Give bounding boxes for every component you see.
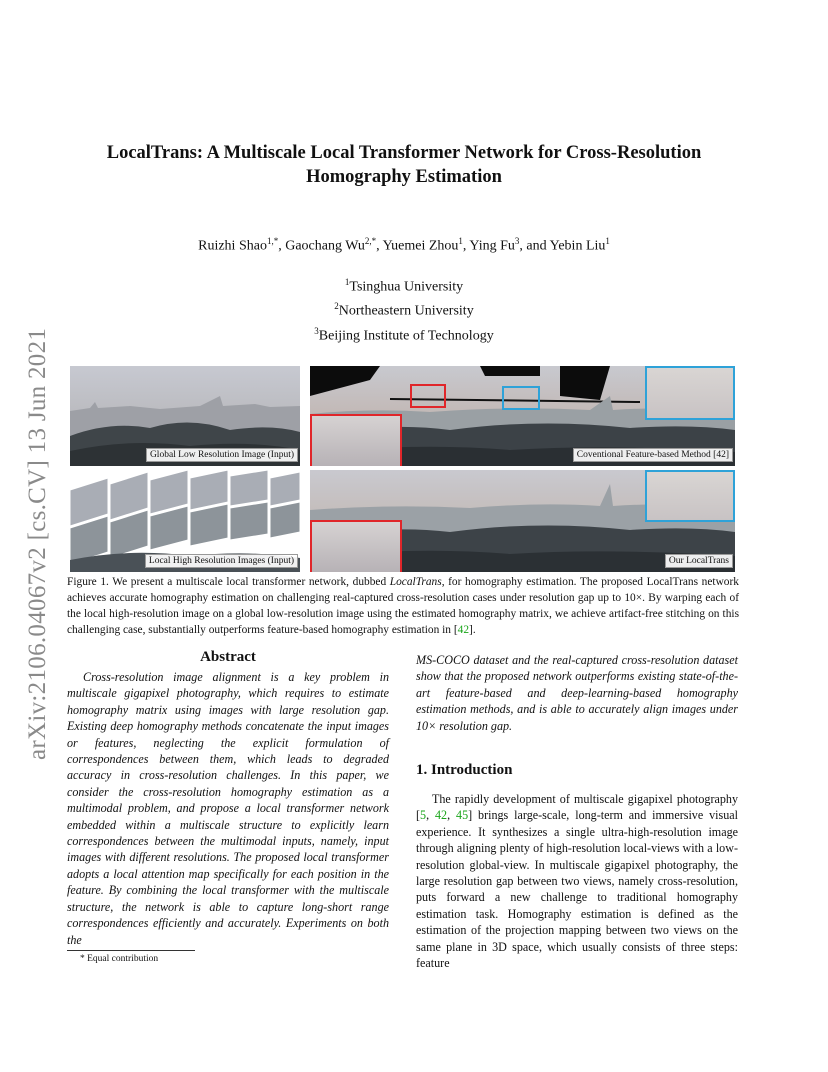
conventional-method-label: Coventional Feature-based Method [42] <box>573 448 733 462</box>
citation-link[interactable]: 45 <box>456 808 469 823</box>
abstract-heading: Abstract <box>200 649 256 665</box>
affiliation <box>80 326 728 345</box>
caption-end: ]. <box>469 624 476 636</box>
section-heading-introduction: 1. Introduction <box>416 762 513 778</box>
zoom-inset-red <box>310 414 402 466</box>
localtrans-result <box>310 470 735 572</box>
zoom-inset-blue <box>645 470 735 522</box>
title-line-2: Homography Estimation <box>306 167 502 187</box>
abstract-continued: MS-COCO dataset and the real-captured cross-resolution dataset show that the proposed network outperforms existing state-of-the-art feature-based and deep-learning-based homography estimation methods, and is able to accurately align images under 10× resolution gap. <box>416 653 738 733</box>
paper-title <box>80 141 728 189</box>
intro-text: ] brings large-scale, long-term and immersive visual experience. It synthesizes a single ultra-high-resolution image through aligning plenty of high-resolution local-views with a low-resolution global-view. In multiscale gigapixel photography, the large resolution gap between two views, namely cross-resolution, puts forward a new challenge to traditional homography estimation task. Homography estimation is defined as the estimation of the projection mapping between two views on the same plane in 3D space, which usually consists of three steps: feature <box>416 808 738 971</box>
affiliation-name: Tsinghua University <box>349 279 464 295</box>
caption-method-name: LocalTrans <box>389 576 442 588</box>
abstract-body: Cross-resolution image alignment is a key problem in multiscale gigapixel photography, which requires to estimate homography matrix using images with large resolution gap. Existing deep homography methods concatenate the input images or features, neglecting the explicit formulation of correspondences between them, which leads to degraded accuracy in cross-resolution challenges. In this paper, we consider the cross-resolution homography estimation as a multimodal problem, and propose a local transformer network embedded within a multiscale structure to explicitly learn correspondences between the multimodal inputs, namely, input images with different resolutions. The proposed local transformer adopts a local attention map specifically for each position in the feature. By combining the local transformer with the multiscale structure, the network is able to capture long-short range correspondences efficiently and accurately. Experiments on both the <box>67 670 389 947</box>
zoom-inset-red <box>310 520 402 572</box>
footnote: * Equal contribution <box>80 954 159 964</box>
footnote-divider <box>67 950 195 951</box>
affiliation-sup: 1 <box>344 277 350 287</box>
author-sup: 1 <box>458 236 463 246</box>
global-low-res-label: Global Low Resolution Image (Input) <box>146 448 298 462</box>
local-high-res-images <box>70 470 300 572</box>
author-sup: 3 <box>514 236 520 246</box>
author-sup: 2,* <box>364 236 377 246</box>
cite-separator: , <box>447 808 457 823</box>
highlight-box-blue <box>502 386 540 410</box>
author: Gaochang Wu <box>285 238 365 254</box>
author-sup: 1 <box>605 236 610 246</box>
figure-caption <box>67 574 739 638</box>
author: Yuemei Zhou <box>382 238 459 254</box>
caption-prefix: Figure 1. We present a multiscale local transformer network, dubbed <box>67 576 390 588</box>
introduction-paragraph <box>416 791 738 971</box>
affiliation-sup: 2 <box>334 301 339 311</box>
affiliation-sup: 3 <box>314 326 319 336</box>
author: Ruizhi Shao <box>198 238 267 254</box>
affiliation-name: Beijing Institute of Technology <box>318 328 494 344</box>
local-high-res-label: Local High Resolution Images (Input) <box>145 554 298 568</box>
global-low-res-image <box>70 366 300 466</box>
affiliation <box>80 277 728 296</box>
conventional-method-result <box>310 366 735 466</box>
author: Yebin Liu <box>549 238 606 254</box>
citation-link[interactable]: 5 <box>420 808 427 823</box>
cite-separator: , <box>426 808 435 823</box>
affiliation <box>80 301 728 320</box>
title-line-1: LocalTrans: A Multiscale Local Transformer Network for Cross-Resolution <box>106 143 702 163</box>
arxiv-id: arXiv:2106.04067v2 [cs.CV] 13 Jun 2021 <box>24 327 51 760</box>
zoom-inset-blue <box>645 366 735 420</box>
author-sup: 1,* <box>266 236 279 246</box>
affiliation-name: Northeastern University <box>338 303 474 319</box>
author: Ying Fu <box>469 238 515 254</box>
citation-link[interactable]: 42 <box>435 808 448 823</box>
highlight-box-red <box>410 384 446 408</box>
localtrans-label: Our LocalTrans <box>665 554 733 568</box>
figure-1 <box>70 366 735 572</box>
caption-text: , for homography estimation. The proposed LocalTrans network achieves accurate homography estimation on challenging real-captured cross-resolution cases under resolution gap up to 10×. By warping each of the local high-resolution image on a global low-resolution image using the estimated homography matrix, we achieve artifact-free stitching on this challenging case, substantially outperforms feature-based homography estimation in [ <box>67 576 739 636</box>
citation-link[interactable]: 42 <box>457 624 470 636</box>
intro-text: The rapidly development of multiscale gigapixel photography [ <box>416 792 738 823</box>
author-list: Ruizhi Shao$^{1,*}$, Gaochang $Wu^{2,*}$, Yuemei Zhou$^1$, Ying Fu$^3$, and Yebin Liu$^1$ <box>198 236 610 254</box>
